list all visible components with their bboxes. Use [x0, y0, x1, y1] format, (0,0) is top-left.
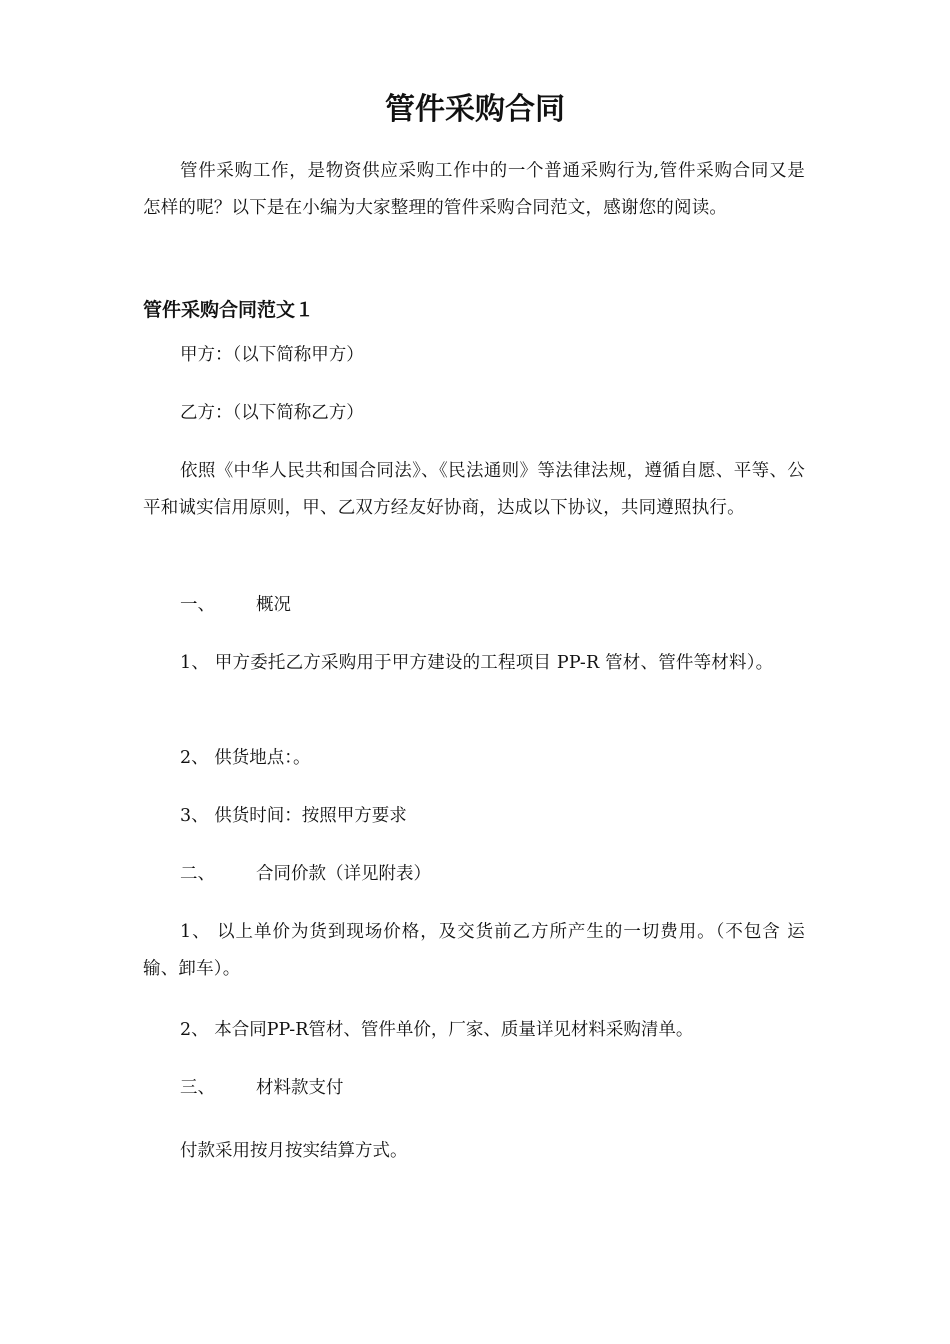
section-1-item: 3、 供货时间：按照甲方要求 — [180, 806, 407, 826]
section-2-item: 1、 以上单价为货到现场价格，及交货前乙方所产生的一切费用。（不包含 运输、卸车）。 — [143, 922, 805, 979]
section-3-heading — [180, 1070, 344, 1106]
section-2-heading — [180, 856, 431, 892]
party-a-line: 甲方：（以下简称甲方） — [180, 345, 364, 365]
section-1-item: 1、 甲方委托乙方采购用于甲方建设的工程项目 PP-R 管材、管件等材料）。 — [180, 653, 774, 673]
section-1-title: 概况 — [256, 595, 291, 615]
section-3-item: 付款采用按月按实结算方式。 — [180, 1141, 408, 1161]
party-b-line: 乙方：（以下简称乙方） — [180, 403, 364, 423]
section-2-number: 二、 — [180, 864, 215, 884]
document-title: 管件采购合同 — [385, 92, 565, 127]
basis-paragraph: 依照《中华人民共和国合同法》、《民法通则》等法律法规，遵循自愿、平等、公平和诚实信用原则，甲、乙双方经友好协商，达成以下协议，共同遵照执行。 — [143, 461, 805, 518]
section-1-item: 2、 供货地点：。 — [180, 748, 311, 768]
section-2-item: 2、 本合同PP-R管材、管件单价，厂家、质量详见材料采购清单。 — [180, 1020, 694, 1040]
section-1-heading — [180, 587, 291, 623]
intro-paragraph: 管件采购工作，是物资供应采购工作中的一个普通采购行为,管件采购合同又是怎样的呢？以下是在小编为大家整理的管件采购合同范文，感谢您的阅读。 — [143, 161, 805, 218]
section-3-title: 材料款支付 — [256, 1078, 344, 1098]
section-heading: 管件采购合同范文１ — [143, 299, 315, 321]
section-3-number: 三、 — [180, 1078, 215, 1098]
section-2-title: 合同价款（详见附表） — [256, 864, 431, 884]
section-1-number: 一、 — [180, 595, 215, 615]
